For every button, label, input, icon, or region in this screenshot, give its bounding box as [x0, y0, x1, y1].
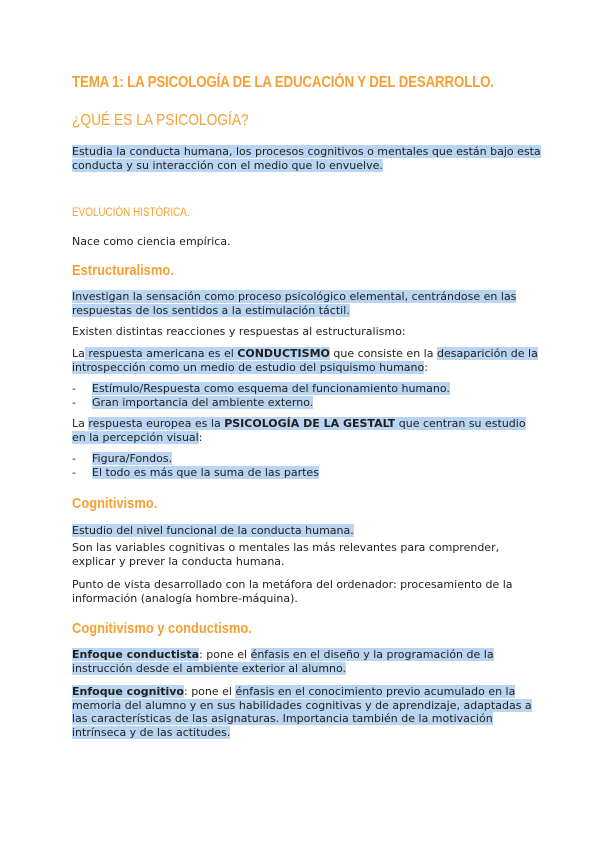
cognitivo-mid: : pone el — [184, 685, 236, 698]
cognitivo-paragraph — [72, 685, 542, 739]
cog-cond-heading: Cognitivismo y conductismo. — [72, 620, 252, 637]
cognitivismo-heading: Cognitivismo. — [72, 495, 158, 512]
americana-highlight-2: desaparición de la introspección como un medio de estudio del psiquismo humano — [72, 347, 538, 374]
cognitivo-label: Enfoque cognitivo — [72, 685, 184, 698]
cognitivismo-paragraph-3: Punto de vista desarrollado con la metáfora del ordenador: procesamiento de la información (analogía hombre-máquina). — [72, 578, 513, 605]
cognitivo-highlight: énfasis en el conocimiento previo acumulado en la memoria del alumno y en sus habilidades cognitivas y de aprendizaje, adaptadas a las características de las asignaturas. Importancia también de la motivación intrínseca y de las actitudes. — [72, 685, 532, 739]
conductista-mid: : pone el — [199, 648, 251, 661]
definition-text: Estudia la conducta humana, los procesos cognitivos o mentales que están bajo esta conducta y su interacción con el medio que lo envuelve. — [72, 145, 541, 172]
cognitivismo-paragraph-2: Son las variables cognitivas o mentales las más relevantes para comprender, explicar y prever la conducta humana. — [72, 541, 500, 568]
conductista-label: Enfoque conductista — [72, 648, 200, 661]
europea-post: : — [198, 430, 203, 444]
americana-highlight-1: respuesta americana es el — [84, 347, 238, 360]
europea-pre: La — [72, 417, 89, 430]
cognitivismo-text-1: Estudio del nivel funcional de la conducta humana. — [72, 524, 354, 537]
estructuralismo-heading: Estructuralismo. — [72, 262, 174, 279]
estructuralismo-text-1: Investigan la sensación como proceso psicológico elemental, centrándose en las respuestas de los sentidos a la estimulación táctil. — [72, 290, 517, 317]
document-title: TEMA 1: LA PSICOLOGÍA DE LA EDUCACIÓN Y DEL DESARROLLO. — [72, 74, 494, 91]
question-heading: ¿QUÉ ES LA PSICOLOGÍA? — [72, 112, 249, 129]
gestalt-term: PSICOLOGÍA DE LA GESTALT — [224, 417, 396, 430]
gestalt-list — [72, 452, 319, 479]
cognitivismo-paragraph-1 — [72, 524, 542, 538]
europea-paragraph — [72, 417, 542, 444]
europea-highlight-1: respuesta europea es la — [88, 417, 225, 430]
americana-pre: La — [72, 347, 85, 360]
evolution-text: Nace como ciencia empírica. — [72, 235, 231, 248]
estructuralismo-paragraph-1 — [72, 290, 542, 317]
americana-paragraph — [72, 347, 542, 374]
conductista-paragraph — [72, 648, 542, 675]
evolution-heading: EVOLUCIÓN HISTÓRICA. — [72, 207, 190, 219]
list-item: - El todo es más que la suma de las partes — [72, 466, 319, 480]
definition-paragraph — [72, 145, 542, 172]
conductismo-term: CONDUCTISMO — [237, 347, 330, 360]
list-item: - Estímulo/Respuesta como esquema del funcionamiento humano. — [72, 382, 450, 396]
list-item: - Gran importancia del ambiente externo. — [72, 396, 450, 410]
europea-highlight-2: que centran su estudio en la percepción visual — [72, 417, 526, 444]
americana-mid: que consiste en la — [329, 347, 437, 360]
conductista-highlight: énfasis en el diseño y la programación de la instrucción desde el ambiente exterior al alumno. — [72, 648, 494, 675]
estructuralismo-paragraph-2: Existen distintas reacciones y respuestas al estructuralismo: — [72, 325, 406, 338]
conductismo-list — [72, 382, 450, 409]
list-item: - Figura/Fondos. — [72, 452, 319, 466]
americana-post: : — [424, 360, 428, 374]
